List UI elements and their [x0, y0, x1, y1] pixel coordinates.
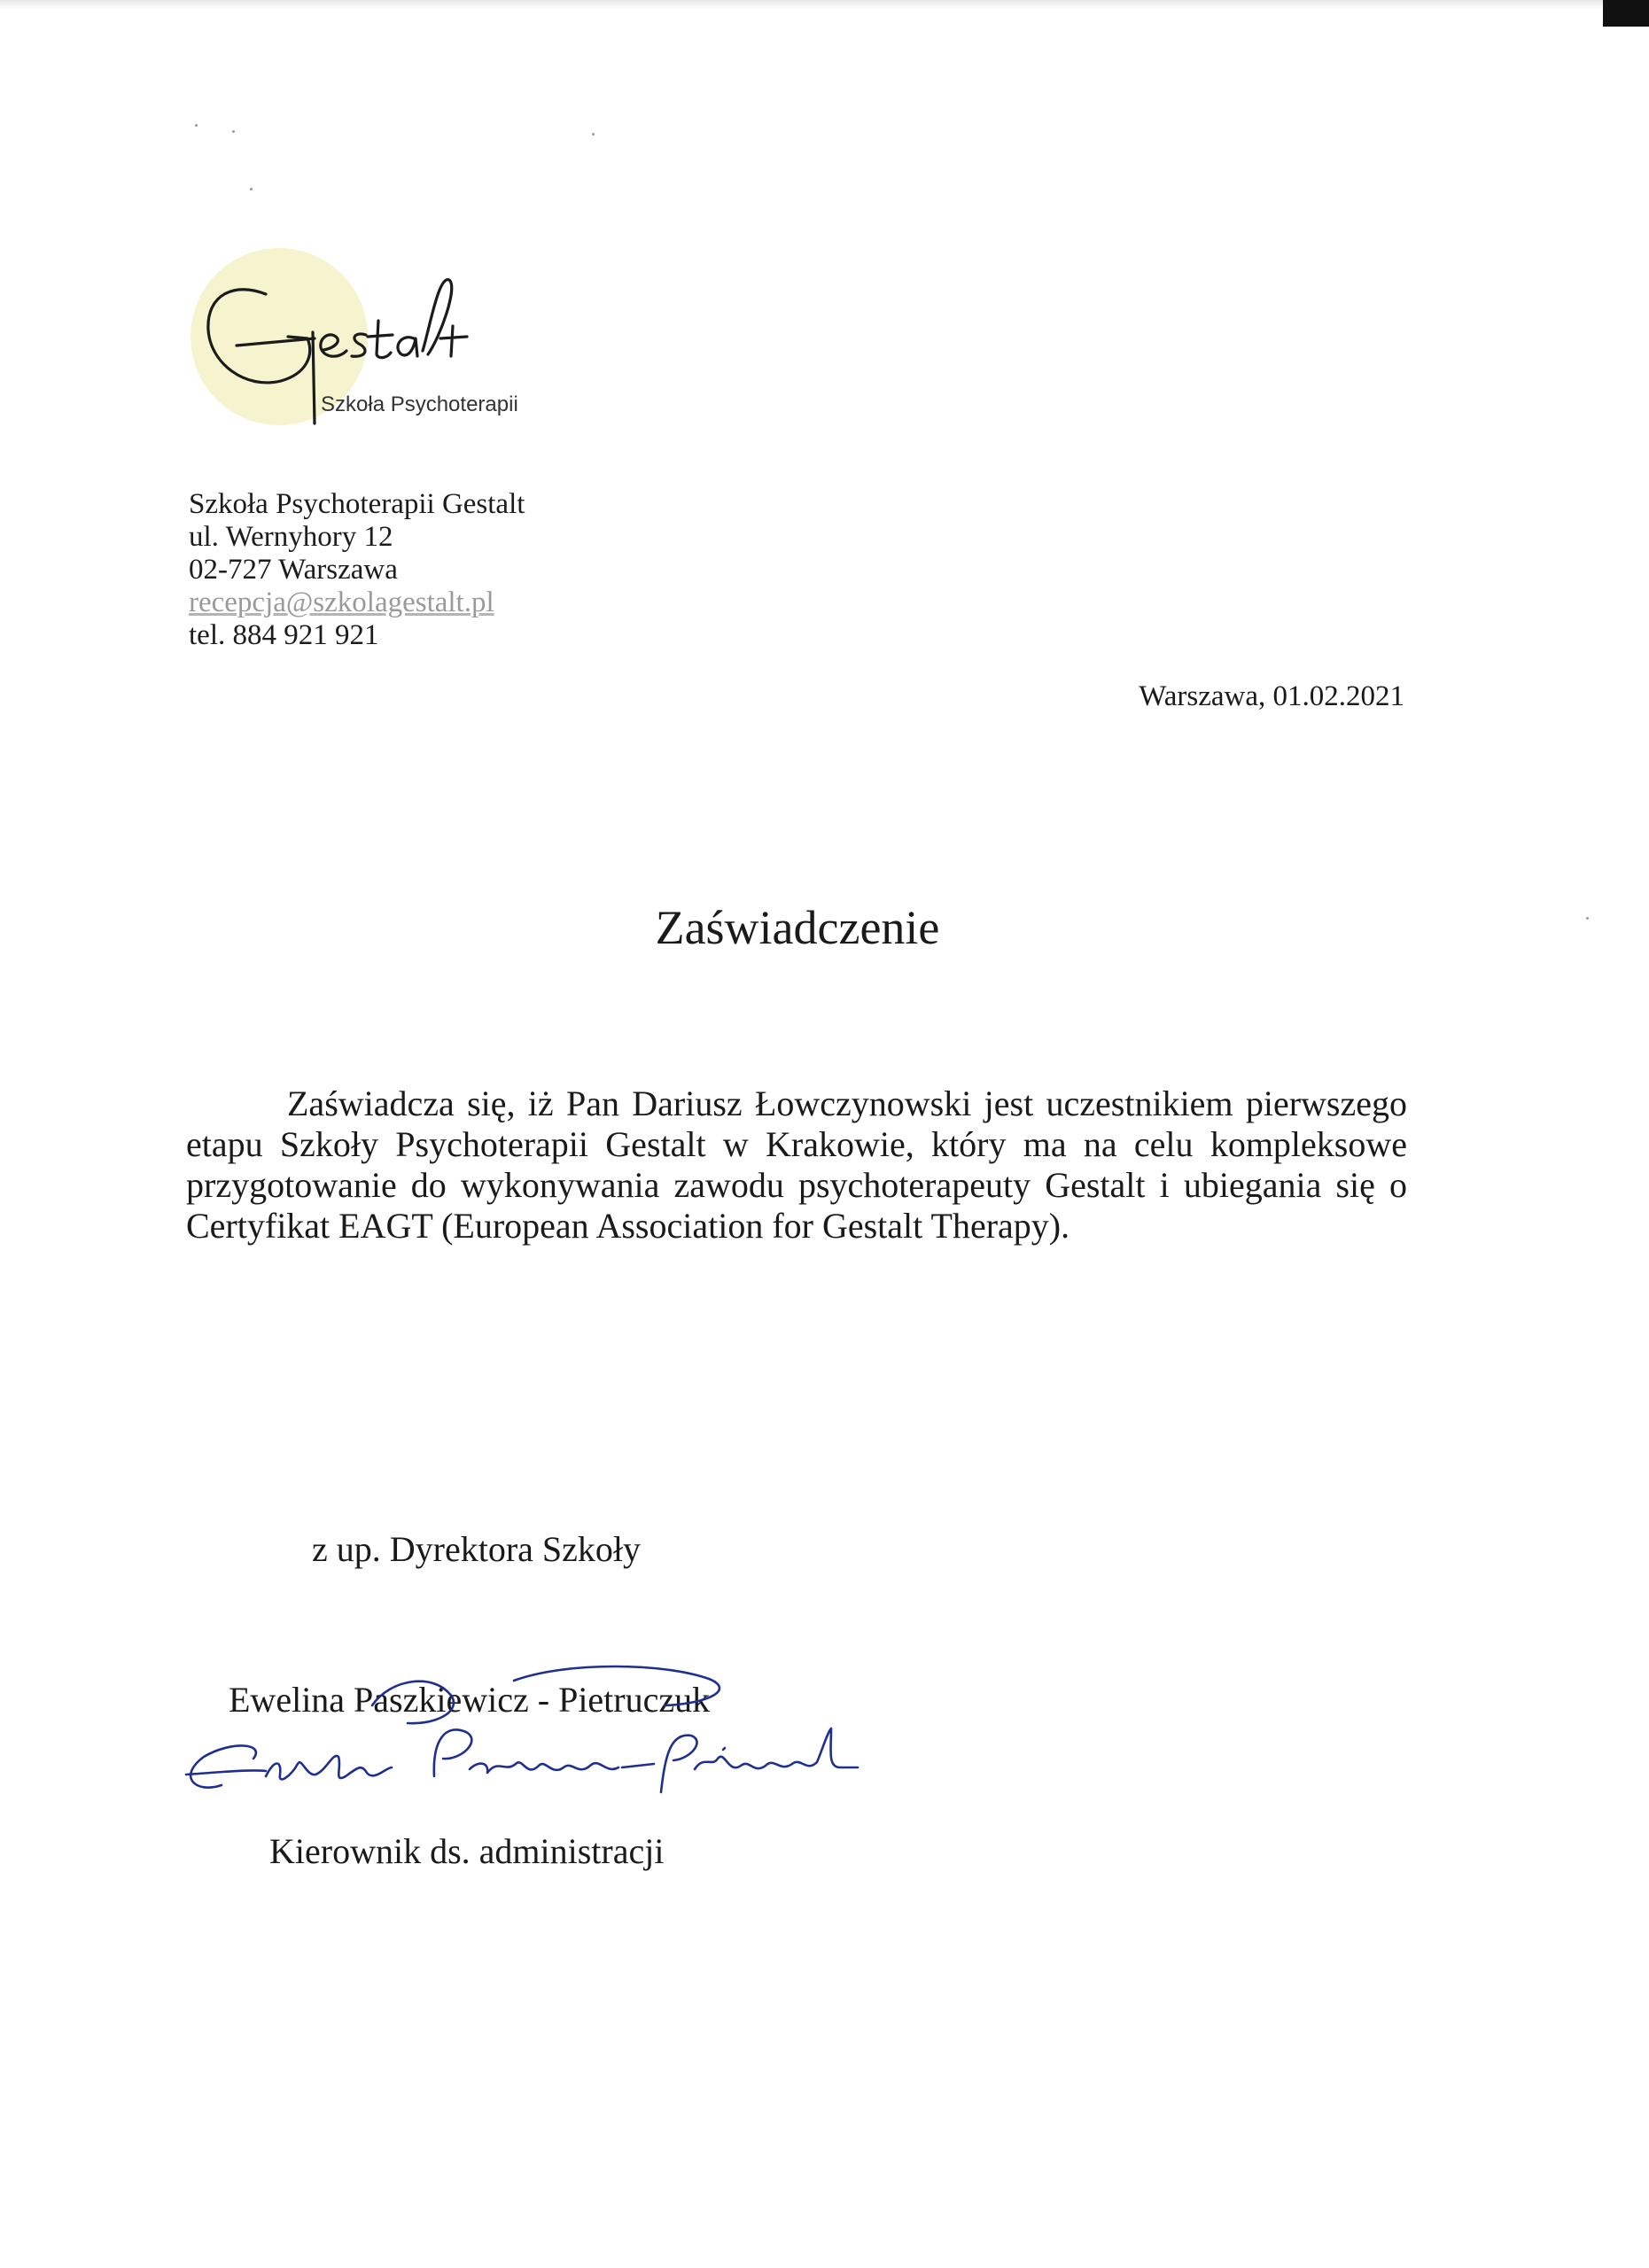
signer-name: Ewelina Paszkiewicz - Pietruczuk [229, 1680, 711, 1720]
scan-speck [195, 124, 198, 127]
scan-top-shadow [0, 0, 1603, 9]
sender-city: 02-727 Warszawa [189, 554, 398, 586]
logo-subtitle: Szkoła Psychoterapii [321, 392, 518, 416]
certificate-body: Zaświadcza się, iż Pan Dariusz Łowczynowski jest uczestnikiem pierwszego etapu Szkoły Psychoterapii Gestalt w Krakowie, który ma na celu kompleksowe przygotowanie do wykonywania zawodu psychoterapeuty Gestalt i ubiegania się o Certyfikat EAGT (European Association for Gestalt Therapy). [186, 1084, 1407, 1246]
signer-role: Kierownik ds. administracji [269, 1831, 665, 1871]
scan-speck [592, 133, 595, 136]
sender-name: Szkoła Psychoterapii Gestalt [189, 488, 525, 520]
sender-phone: tel. 884 921 921 [189, 619, 379, 651]
sender-email-link[interactable]: recepcja@szkolagestalt.pl [189, 586, 494, 618]
sender-address [189, 488, 525, 652]
handwritten-signature [168, 1643, 860, 1821]
school-logo [182, 239, 607, 434]
signature-caption: z up. Dyrektora Szkoły [312, 1529, 642, 1569]
document-title: Zaświadczenie [655, 901, 940, 954]
sender-street: ul. Wernyhory 12 [189, 521, 393, 553]
scan-speck [250, 188, 253, 190]
scan-edge [1603, 0, 1649, 27]
scan-speck [232, 130, 235, 133]
place-and-date: Warszawa, 01.02.2021 [1139, 680, 1404, 712]
